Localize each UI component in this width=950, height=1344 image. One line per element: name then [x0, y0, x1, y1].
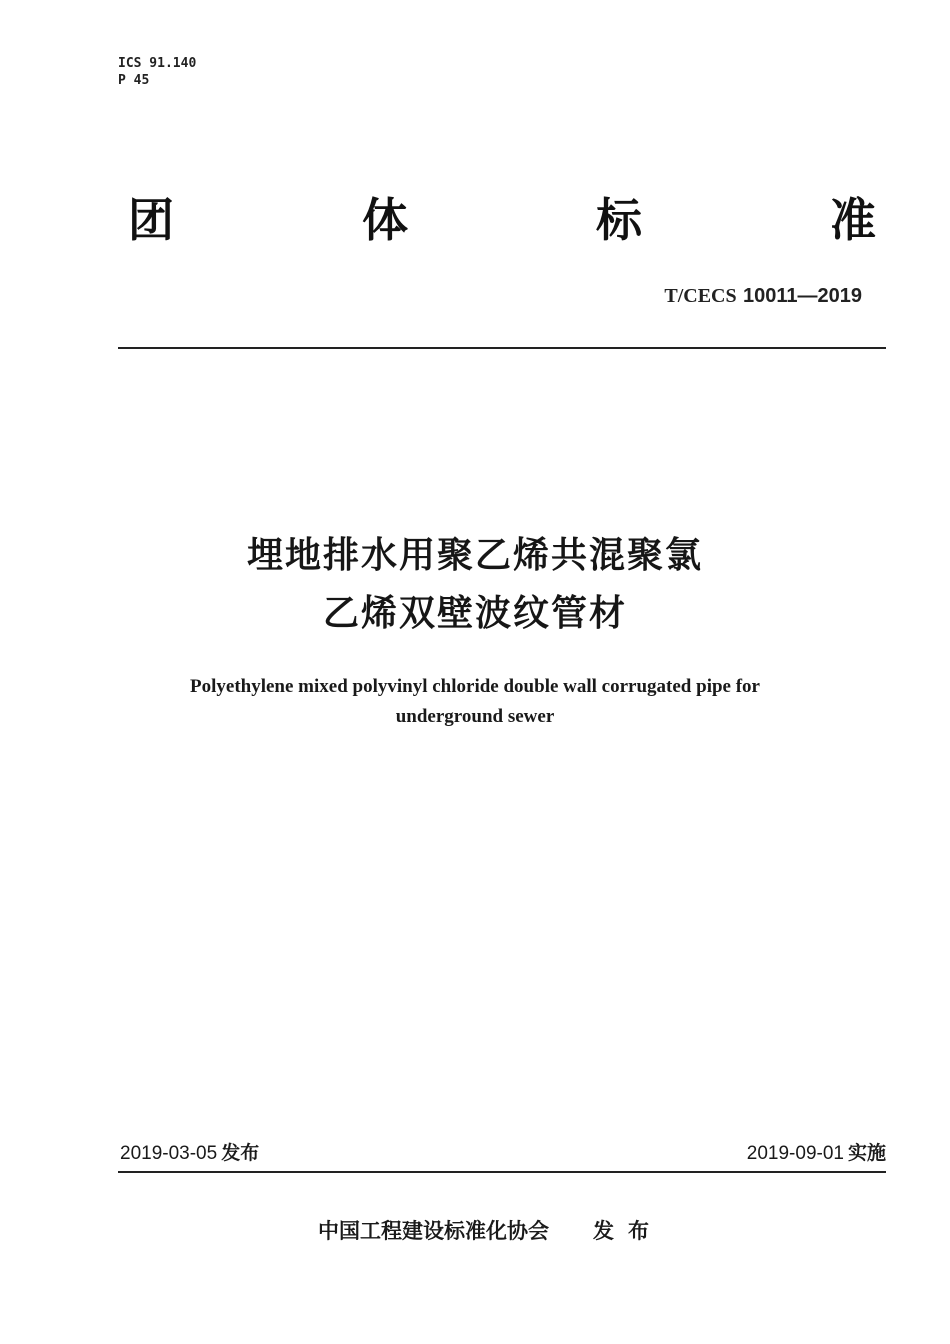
top-divider	[118, 347, 886, 349]
standard-type-heading	[128, 190, 876, 250]
issue-date-label: 发布	[221, 1142, 260, 1164]
ics-code: ICS 91.140	[118, 56, 197, 71]
standard-number	[664, 282, 862, 309]
english-title-line-2: underground sewer	[395, 706, 555, 727]
english-title-line-1: Polyethylene mixed polyvinyl chloride double wall corrugated pipe for	[190, 676, 760, 697]
standard-type-char-4: 准	[830, 193, 876, 247]
chinese-title-line-2: 乙烯双壁波纹管材	[322, 593, 627, 634]
implementation-date	[747, 1140, 886, 1167]
english-title	[0, 672, 950, 732]
publisher-line	[318, 1216, 663, 1246]
standard-number-value: 10011—2019	[742, 285, 862, 307]
issue-date-value: 2019-03-05	[120, 1143, 218, 1164]
chinese-title	[0, 527, 950, 643]
standard-type-char-2: 体	[362, 193, 408, 247]
publisher-name: 中国工程建设标准化协会	[318, 1219, 549, 1243]
chinese-title-line-1: 埋地排水用聚乙烯共混聚氯	[246, 535, 703, 576]
implementation-date-label: 实施	[847, 1142, 886, 1164]
standard-type-char-3: 标	[596, 193, 642, 247]
bottom-divider	[118, 1171, 886, 1173]
standard-number-prefix: T/CECS	[664, 285, 737, 307]
issue-date	[120, 1140, 259, 1167]
standard-type-char-1: 团	[128, 193, 174, 247]
ccs-code: P 45	[118, 73, 150, 88]
implementation-date-value: 2019-09-01	[746, 1143, 844, 1164]
publisher-action: 发布	[593, 1219, 663, 1243]
classification-codes	[118, 55, 196, 89]
